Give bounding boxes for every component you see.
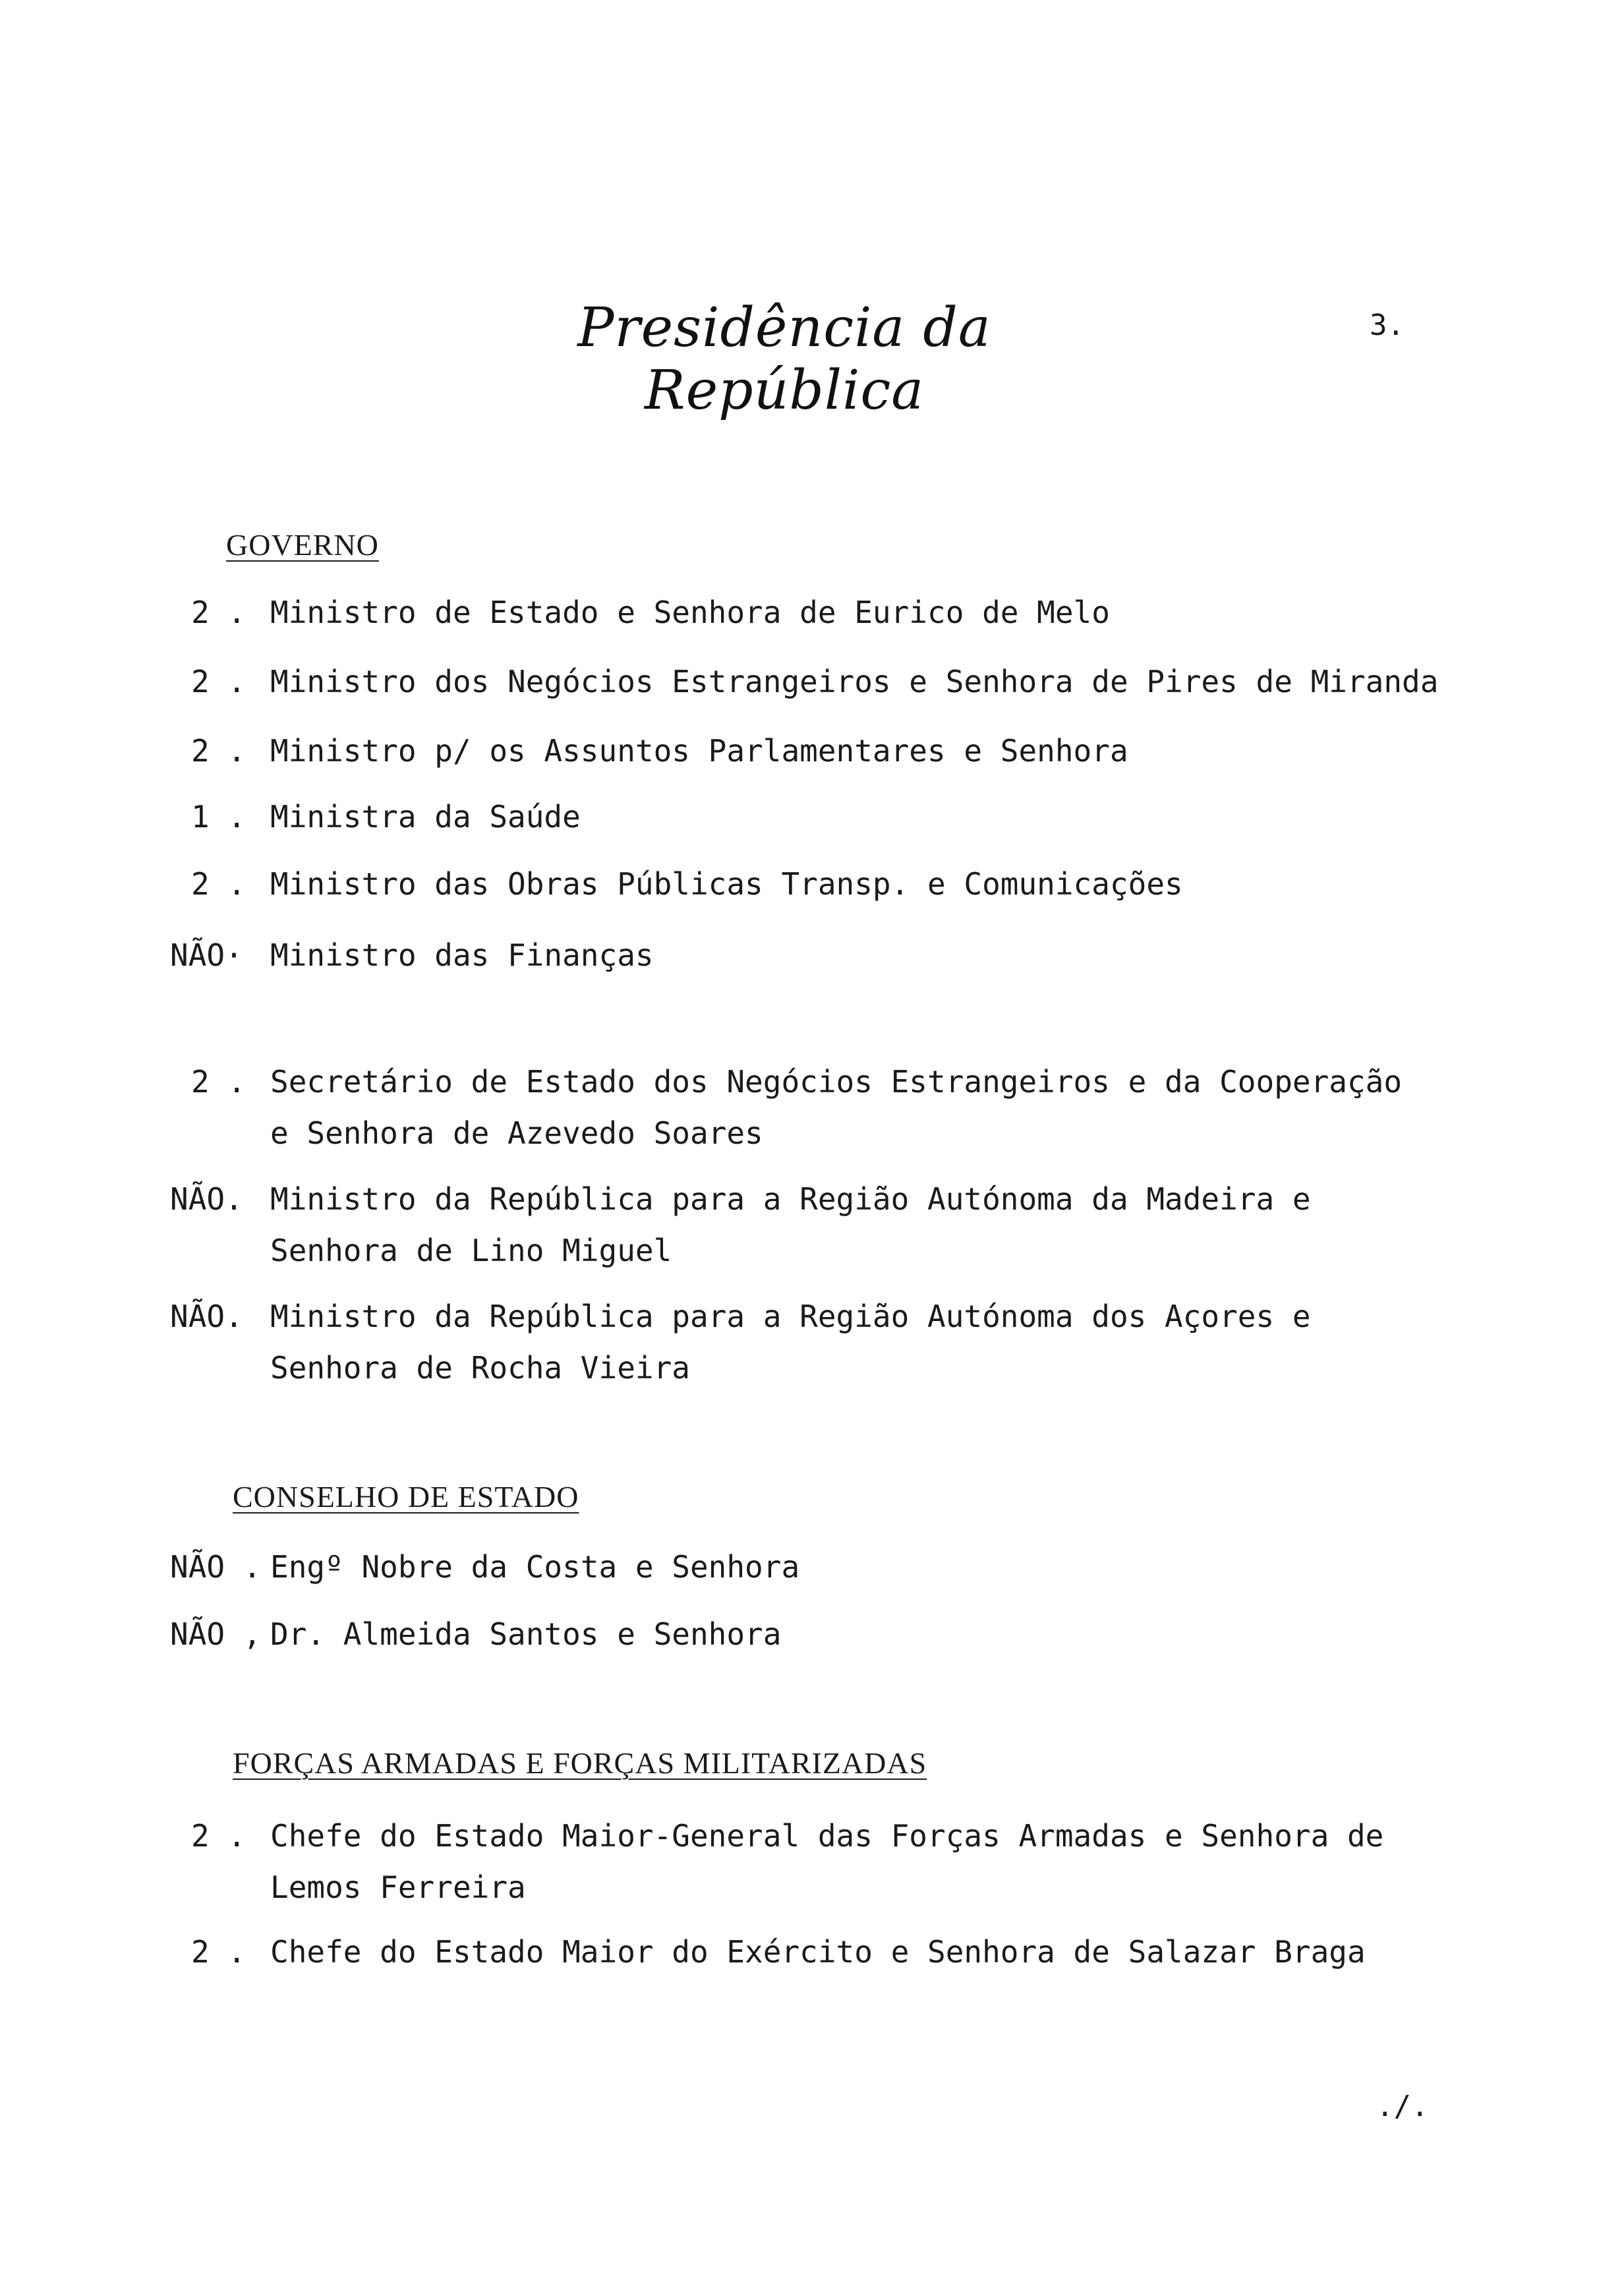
entry-text: Ministro da República para a Região Autónoma da Madeira e Senhora de Lino Miguel — [270, 1181, 1311, 1268]
letterhead: Presidência da República — [577, 297, 991, 422]
entry-mark: 1 . — [191, 799, 246, 835]
entry-text: Ministro das Finanças — [270, 937, 654, 973]
entry-text: Ministro de Estado e Senhora de Eurico de Melo — [270, 595, 1110, 630]
section-heading-conselho: CONSELHO DE ESTADO — [233, 1480, 579, 1514]
page-number: 3. — [1370, 309, 1405, 342]
section-heading-forcas: FORÇAS ARMADAS E FORÇAS MILITARIZADAS — [233, 1746, 927, 1780]
entry-mark: 2 . — [191, 733, 246, 769]
entry-text: Chefe do Estado Maior-General das Forças Armadas e Senhora de Lemos Ferreira — [270, 1818, 1384, 1905]
entry-mark: NÃO . — [170, 1549, 262, 1585]
entry-text: Engº Nobre da Costa e Senhora — [270, 1549, 800, 1585]
entry-text: Secretário de Estado dos Negócios Estrangeiros e da Cooperação e Senhora de Azevedo Soares — [270, 1064, 1403, 1151]
entry-mark: NÃO· — [170, 937, 243, 973]
entry-mark: 2 . — [191, 1818, 246, 1854]
entry-text: Ministra da Saúde — [270, 799, 581, 835]
entry-text: Dr. Almeida Santos e Senhora — [270, 1616, 782, 1652]
entry-mark: NÃO. — [170, 1181, 243, 1217]
section-heading-governo: GOVERNO — [226, 528, 379, 562]
entry-text: Ministro dos Negócios Estrangeiros e Senhora de Pires de Miranda — [270, 664, 1439, 699]
entry-mark: 2 . — [191, 1934, 246, 1970]
entry-text: Ministro das Obras Públicas Transp. e Comunicações — [270, 866, 1183, 902]
entry-mark: 2 . — [191, 664, 246, 699]
entry-mark: 2 . — [191, 595, 246, 630]
continuation-mark: ./. — [1376, 2090, 1429, 2123]
entry-mark: 2 . — [191, 1064, 246, 1100]
entry-text: Chefe do Estado Maior do Exército e Senhora de Salazar Braga — [270, 1934, 1366, 1970]
entry-text: Ministro p/ os Assuntos Parlamentares e Senhora — [270, 733, 1128, 769]
entry-mark: NÃO , — [170, 1616, 262, 1652]
entry-text: Ministro da República para a Região Autónoma dos Açores e Senhora de Rocha Vieira — [270, 1299, 1311, 1386]
entry-mark: 2 . — [191, 866, 246, 902]
entry-mark: NÃO. — [170, 1299, 243, 1334]
